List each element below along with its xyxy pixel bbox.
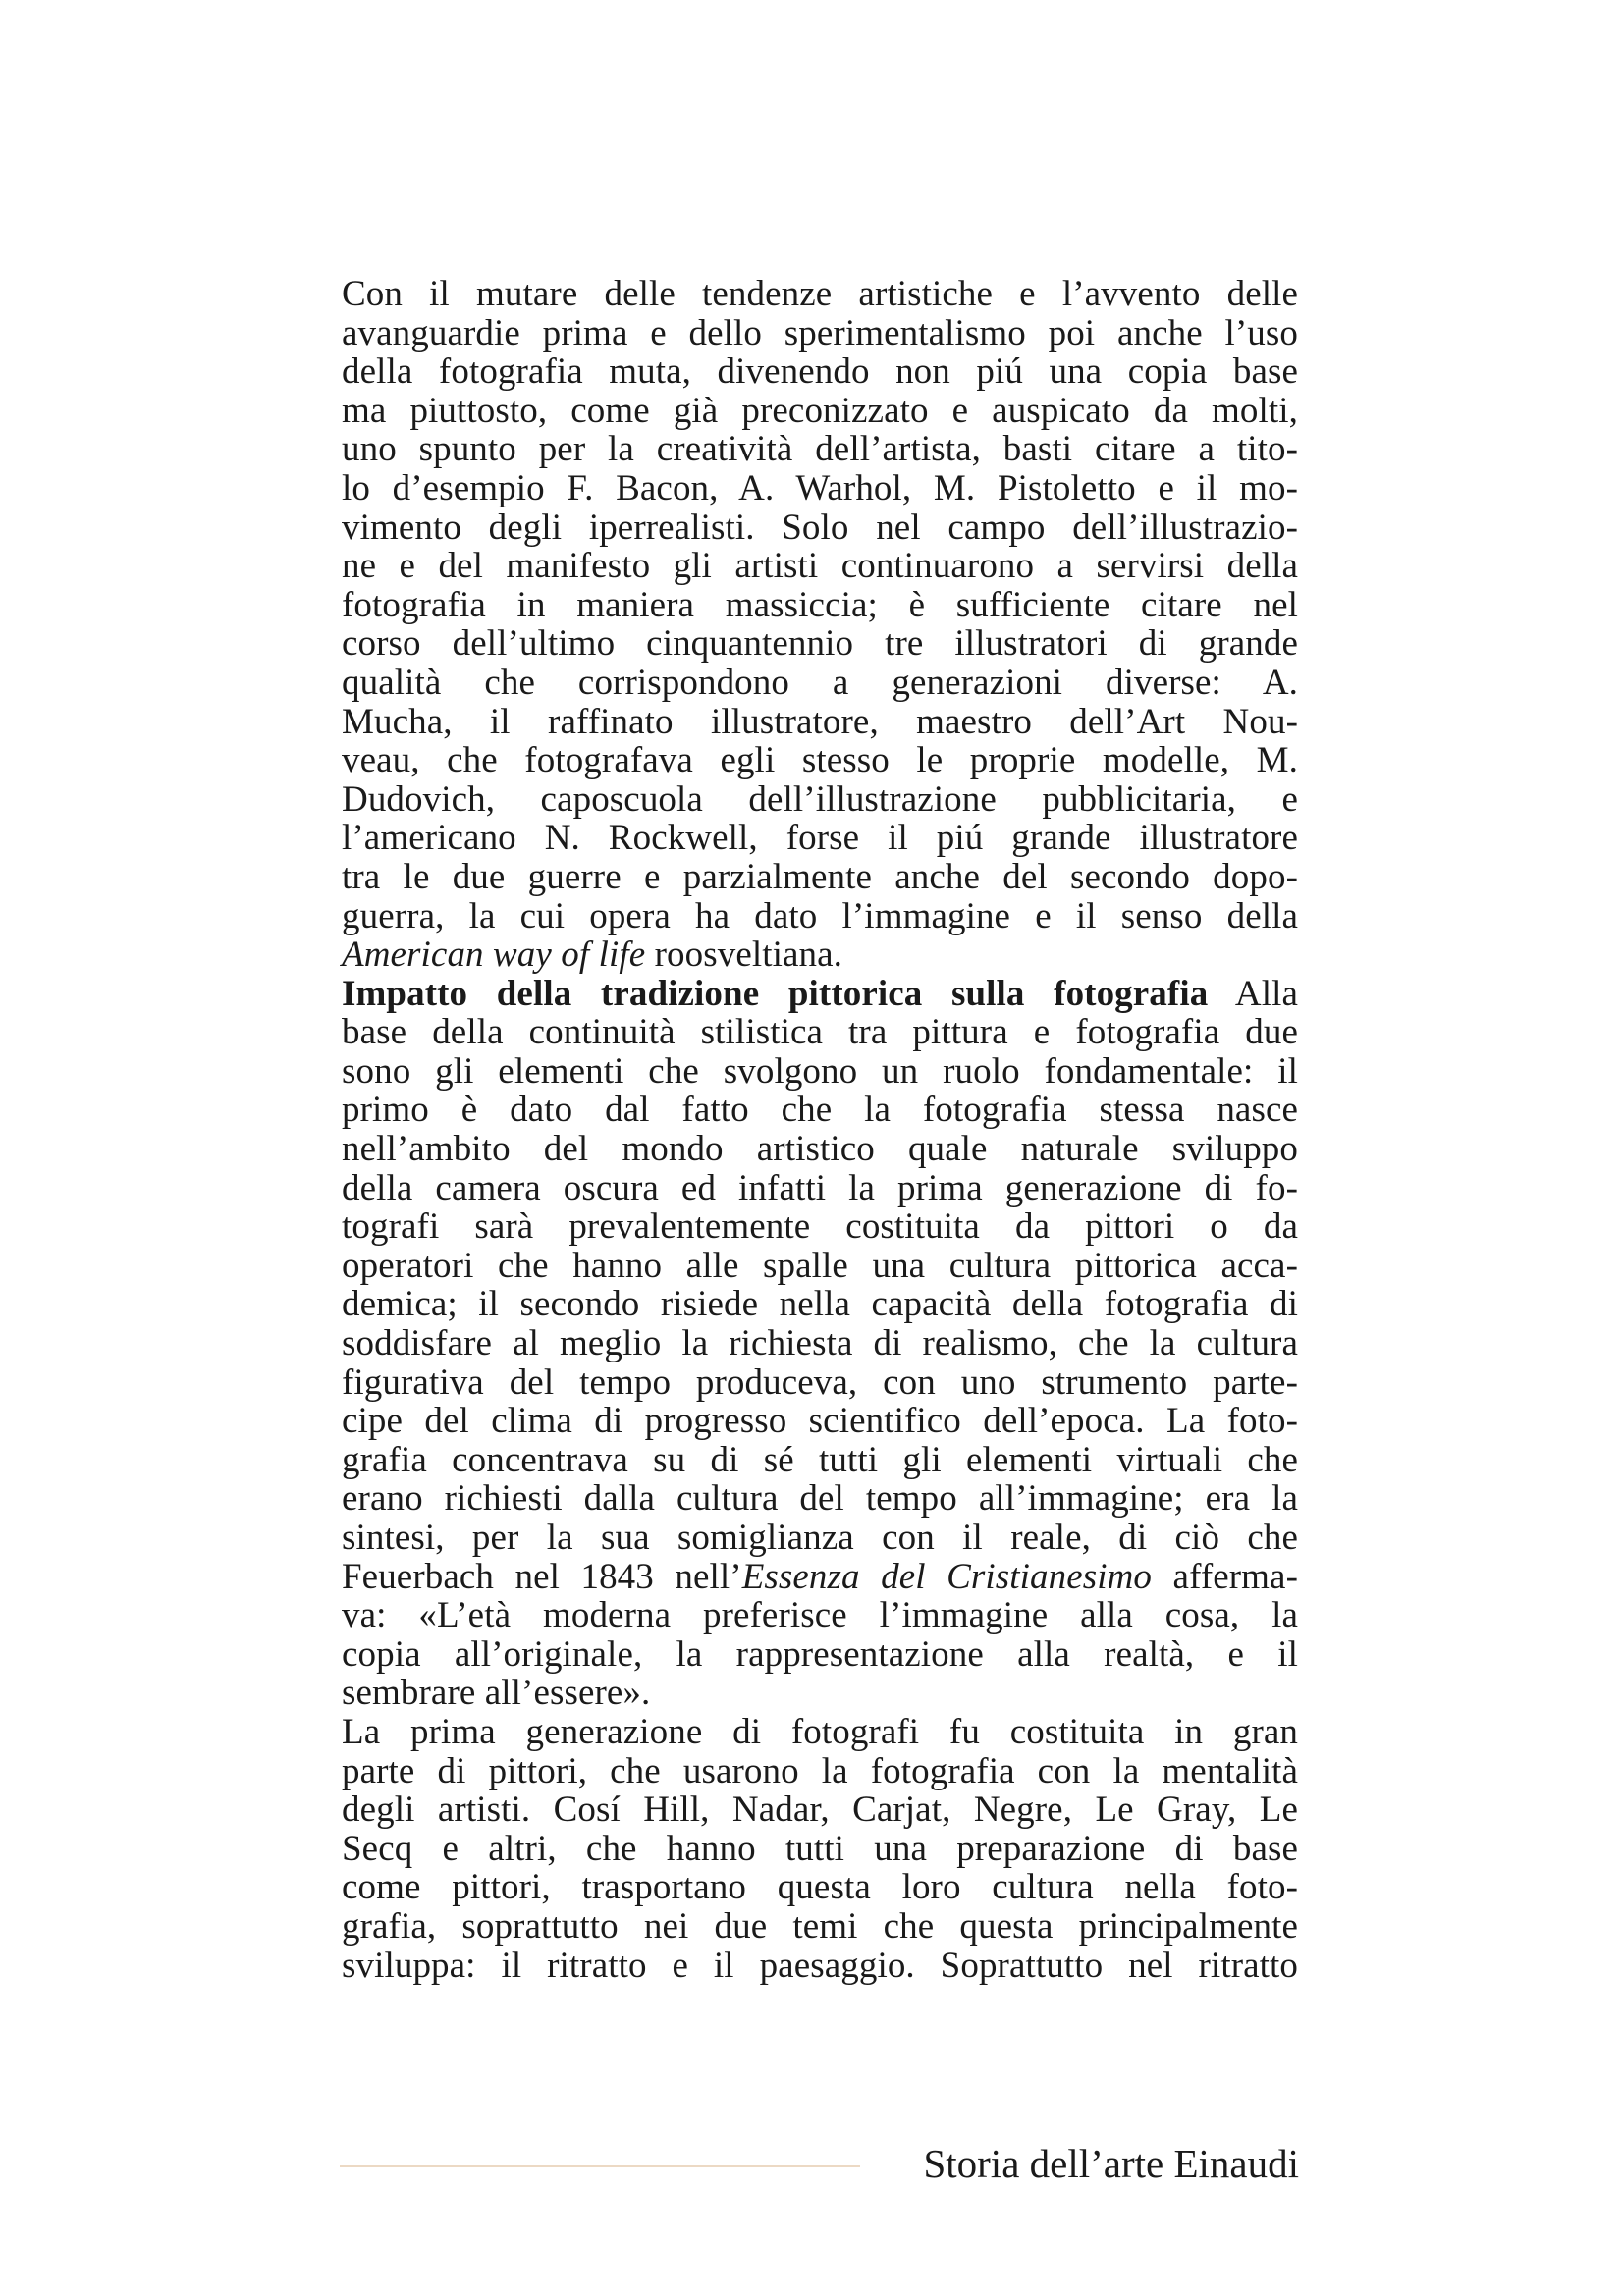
- line-text: erano richiesti dalla cultura del tempo all’immagine; era la: [342, 1478, 1298, 1520]
- line-text: ma piuttosto, come già preconizzato e auspicato da molti,: [342, 390, 1298, 431]
- line-text: Secq e altri, che hanno tutti una preparazione di base: [342, 1828, 1298, 1869]
- line-text: uno spunto per la creatività dell’artista, basti citare a tito-: [342, 429, 1298, 470]
- text-line: [342, 1868, 1298, 1907]
- text-line: [342, 1635, 1298, 1675]
- text-line: [342, 1052, 1298, 1092]
- text-line: [342, 1519, 1298, 1558]
- text-line: [342, 1169, 1298, 1208]
- text-line: [342, 469, 1298, 508]
- line-text: grafia, soprattutto nei due temi che questa principalmente: [342, 1905, 1298, 1947]
- line-text: Con il mutare delle tendenze artistiche e l’avvento delle: [342, 274, 1298, 314]
- text-line: [342, 275, 1298, 314]
- line-text: afferma-: [1152, 1556, 1299, 1597]
- text-line: [342, 352, 1298, 392]
- text-line: [342, 1674, 1298, 1713]
- line-text: sembrare all’essere».: [342, 1673, 651, 1714]
- text-line: [342, 935, 1298, 975]
- line-text: della fotografia muta, divenendo non piú una copia base: [342, 351, 1298, 393]
- text-line: [342, 624, 1298, 664]
- text-line: [342, 1247, 1298, 1286]
- line-text: sviluppa: il ritratto e il paesaggio. Soprattutto nel ritratto: [342, 1945, 1298, 1986]
- text-line: [342, 975, 1298, 1014]
- section-heading: Impatto della tradizione pittorica sulla fotografia: [342, 973, 1209, 1014]
- text-line: [342, 1596, 1298, 1635]
- text-line: [342, 1402, 1298, 1441]
- line-text: sono gli elementi che svolgono un ruolo fondamentale: il: [342, 1050, 1298, 1092]
- line-text: figurativa del tempo produceva, con uno strumento parte-: [342, 1362, 1298, 1403]
- text-line: [342, 1013, 1298, 1052]
- line-text: avanguardie prima e dello sperimentalismo poi anche l’uso: [342, 312, 1298, 353]
- line-text: Feuerbach nel 1843 nell’: [342, 1556, 742, 1597]
- body-text: [342, 275, 1298, 1985]
- text-line: [342, 1907, 1298, 1947]
- line-text: va: «L’età moderna preferisce l’immagine alla cosa, la: [342, 1595, 1298, 1636]
- line-text: roosveltiana.: [645, 934, 842, 976]
- line-text: della camera oscura ed infatti la prima generazione di fo-: [342, 1167, 1298, 1208]
- text-line: [342, 664, 1298, 703]
- text-line: [342, 314, 1298, 353]
- italic-title: Essenza del Cristianesimo: [741, 1556, 1153, 1597]
- line-text: come pittori, trasportano questa loro cultura nella foto-: [342, 1867, 1298, 1908]
- text-line: [342, 1479, 1298, 1519]
- line-text: Mucha, il raffinato illustratore, maestro dell’Art Nou-: [342, 701, 1298, 742]
- line-text: Alla: [1208, 973, 1298, 1014]
- line-text: guerra, la cui opera ha dato l’immagine e il senso della: [342, 895, 1298, 936]
- line-text: degli artisti. Cosí Hill, Nadar, Carjat, Negre, Le Gray, Le: [342, 1789, 1298, 1831]
- text-line: [342, 1324, 1298, 1363]
- text-line: [342, 1207, 1298, 1247]
- text-line: [342, 508, 1298, 548]
- text-line: [342, 1752, 1298, 1791]
- text-line: [342, 897, 1298, 936]
- line-text: sintesi, per la sua somiglianza con il reale, di ciò che: [342, 1518, 1298, 1558]
- text-line: [342, 1091, 1298, 1130]
- line-text: La prima generazione di fotografi fu costituita in gran: [342, 1711, 1298, 1752]
- line-text: veau, che fotografava egli stesso le proprie modelle, M.: [342, 740, 1298, 781]
- line-text: l’americano N. Rockwell, forse il piú grande illustratore: [342, 818, 1298, 859]
- line-text: primo è dato dal fatto che la fotografia stessa nasce: [342, 1090, 1298, 1131]
- line-text: ne e del manifesto gli artisti continuarono a servirsi della: [342, 546, 1298, 587]
- line-text: cipe del clima di progresso scientifico dell’epoca. La foto-: [342, 1401, 1298, 1442]
- line-text: lo d’esempio F. Bacon, A. Warhol, M. Pistoletto e il mo-: [342, 467, 1298, 508]
- line-text: copia all’originale, la rappresentazione alla realtà, e il: [342, 1633, 1298, 1675]
- text-line: [342, 780, 1298, 820]
- text-line: [342, 1558, 1298, 1597]
- footer-rule: [340, 2165, 860, 2167]
- line-text: grafia concentrava su di sé tutti gli elementi virtuali che: [342, 1439, 1298, 1480]
- line-text: nell’ambito del mondo artistico quale naturale sviluppo: [342, 1129, 1298, 1170]
- line-text: operatori che hanno alle spalle una cultura pittorica acca-: [342, 1245, 1298, 1286]
- line-text: vimento degli iperrealisti. Solo nel campo dell’illustrazio-: [342, 507, 1298, 548]
- text-line: [342, 741, 1298, 780]
- line-text: Dudovich, caposcuola dell’illustrazione pubblicitaria, e: [342, 778, 1298, 820]
- text-line: [342, 1830, 1298, 1869]
- line-text: tra le due guerre e parzialmente anche del secondo dopo-: [342, 856, 1298, 897]
- text-line: [342, 586, 1298, 625]
- text-line: [342, 1285, 1298, 1324]
- text-line: [342, 1441, 1298, 1480]
- line-text: corso dell’ultimo cinquantennio tre illustratori di grande: [342, 623, 1298, 665]
- italic-title: American way of life: [342, 934, 646, 976]
- text-line: [342, 819, 1298, 858]
- text-line: [342, 1363, 1298, 1403]
- text-line: [342, 1713, 1298, 1752]
- line-text: qualità che corrispondono a generazioni diverse: A.: [342, 662, 1298, 703]
- text-line: [342, 1790, 1298, 1830]
- text-line: [342, 430, 1298, 469]
- footer-title: Storia dell’arte Einaudi: [923, 2141, 1299, 2186]
- line-text: parte di pittori, che usarono la fotografia con la mentalità: [342, 1750, 1298, 1791]
- line-text: tografi sarà prevalentemente costituita da pittori o da: [342, 1206, 1298, 1248]
- text-line: [342, 547, 1298, 586]
- text-line: [342, 392, 1298, 431]
- line-text: demica; il secondo risiede nella capacità della fotografia di: [342, 1284, 1298, 1325]
- text-line: [342, 1947, 1298, 1986]
- line-text: base della continuità stilistica tra pittura e fotografia due: [342, 1012, 1298, 1053]
- text-line: [342, 1130, 1298, 1169]
- text-line: [342, 858, 1298, 897]
- line-text: soddisfare al meglio la richiesta di realismo, che la cultura: [342, 1323, 1298, 1364]
- text-line: [342, 703, 1298, 742]
- line-text: fotografia in maniera massiccia; è sufficiente citare nel: [342, 584, 1298, 625]
